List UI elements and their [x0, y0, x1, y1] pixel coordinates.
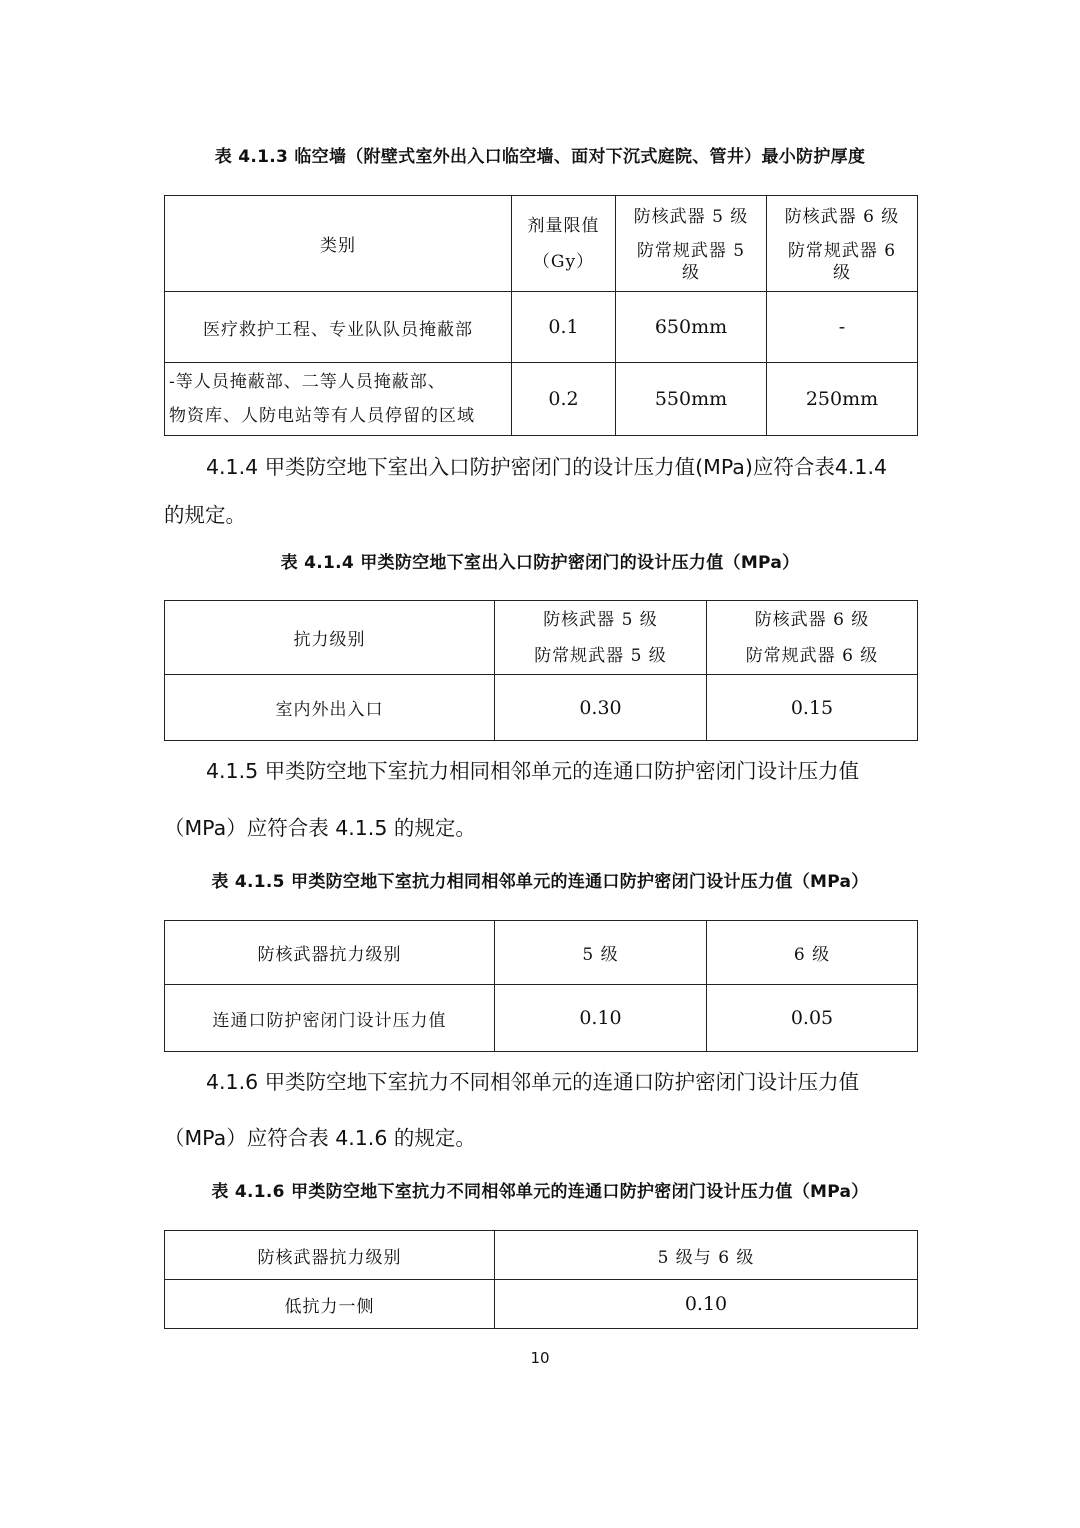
table-row: [165, 292, 918, 363]
para-4-1-6-line1: 4.1.6 甲类防空地下室抗力不同相邻单元的连通口防护密闭门设计压力值: [206, 1070, 860, 1094]
table-4-1-4: [164, 600, 918, 741]
header-grade6: 6 级: [707, 921, 918, 985]
para-4-1-6-line2: （MPa）应符合表 4.1.6 的规定。: [164, 1126, 476, 1150]
row2-dose: 0.2: [512, 363, 616, 436]
row-grade5: 0.10: [495, 985, 707, 1052]
header-dose-line1: 剂量限值: [527, 215, 600, 236]
table-4-1-4-caption: 表 4.1.4 甲类防空地下室出入口防护密闭门的设计压力值（MPa）: [280, 553, 800, 573]
row-value: 0.10: [495, 1280, 918, 1329]
page-number: 10: [530, 1349, 550, 1367]
header-level: 防核武器抗力级别: [165, 921, 495, 985]
row1-category: 医疗救护工程、专业队队员掩蔽部: [165, 292, 512, 363]
header-grade6-line3: 级: [833, 262, 851, 283]
table-row: [165, 1280, 918, 1329]
row1-dose: 0.1: [512, 292, 616, 363]
table-4-1-3-caption: 表 4.1.3 临空墙（附壁式室外出入口临空墙、面对下沉式庭院、管井）最小防护厚度: [214, 147, 866, 167]
header-dose-line2: （Gy）: [532, 251, 595, 272]
header-category: 类别: [165, 196, 512, 292]
para-4-1-5-line1: 4.1.5 甲类防空地下室抗力相同相邻单元的连通口防护密闭门设计压力值: [206, 759, 860, 783]
row1-grade5: 650mm: [616, 292, 767, 363]
header-grade6: [767, 196, 918, 292]
header-grade5-line2: 防常规武器 5: [636, 240, 746, 261]
para-4-1-4-line1: 4.1.4 甲类防空地下室出入口防护密闭门的设计压力值(MPa)应符合表4.1.4: [206, 455, 888, 479]
row-label: 低抗力一侧: [165, 1280, 495, 1329]
header-grade6-line2: 防常规武器 6 级: [745, 645, 879, 666]
header-grade6-line2: 防常规武器 6: [787, 240, 897, 261]
row2-grade5: 550mm: [616, 363, 767, 436]
table-row: [165, 675, 918, 741]
row2-category: [165, 363, 512, 436]
row2-grade6: 250mm: [767, 363, 918, 436]
para-4-1-5-line2: （MPa）应符合表 4.1.5 的规定。: [164, 816, 476, 840]
header-grades: 5 级与 6 级: [495, 1231, 918, 1280]
row2-category-line2: 物资库、人防电站等有人员停留的区域: [169, 406, 475, 426]
header-grade5-line3: 级: [682, 262, 700, 283]
row1-grade6: -: [767, 292, 918, 363]
row-grade6: 0.05: [707, 985, 918, 1052]
header-grade5-line1: 防核武器 5 级: [543, 609, 658, 630]
header-grade5: 5 级: [495, 921, 707, 985]
table-4-1-6-caption: 表 4.1.6 甲类防空地下室抗力不同相邻单元的连通口防护密闭门设计压力值（MPa）: [211, 1182, 869, 1202]
header-grade5: [495, 601, 707, 675]
header-grade5-line2: 防常规武器 5 级: [534, 645, 667, 666]
header-level: 抗力级别: [165, 601, 495, 675]
header-grade6: [707, 601, 918, 675]
row-grade5: 0.30: [495, 675, 707, 741]
table-4-1-6: [164, 1230, 918, 1329]
row-label: 室内外出入口: [165, 675, 495, 741]
row2-category-line1: -等人员掩蔽部、二等人员掩蔽部、: [169, 372, 446, 392]
row-label: 连通口防护密闭门设计压力值: [165, 985, 495, 1052]
header-grade5: [616, 196, 767, 292]
header-grade6-line1: 防核武器 6 级: [784, 206, 900, 227]
header-grade6-line1: 防核武器 6 级: [754, 609, 870, 630]
row-grade6: 0.15: [707, 675, 918, 741]
table-row: [165, 985, 918, 1052]
table-4-1-3: [164, 195, 918, 436]
table-row: [165, 363, 918, 436]
header-level: 防核武器抗力级别: [165, 1231, 495, 1280]
table-4-1-5: [164, 920, 918, 1052]
header-dose: [512, 196, 616, 292]
header-grade5-line1: 防核武器 5 级: [633, 206, 749, 227]
table-4-1-5-caption: 表 4.1.5 甲类防空地下室抗力相同相邻单元的连通口防护密闭门设计压力值（MPa）: [211, 872, 869, 892]
para-4-1-4-line2: 的规定。: [164, 503, 246, 527]
